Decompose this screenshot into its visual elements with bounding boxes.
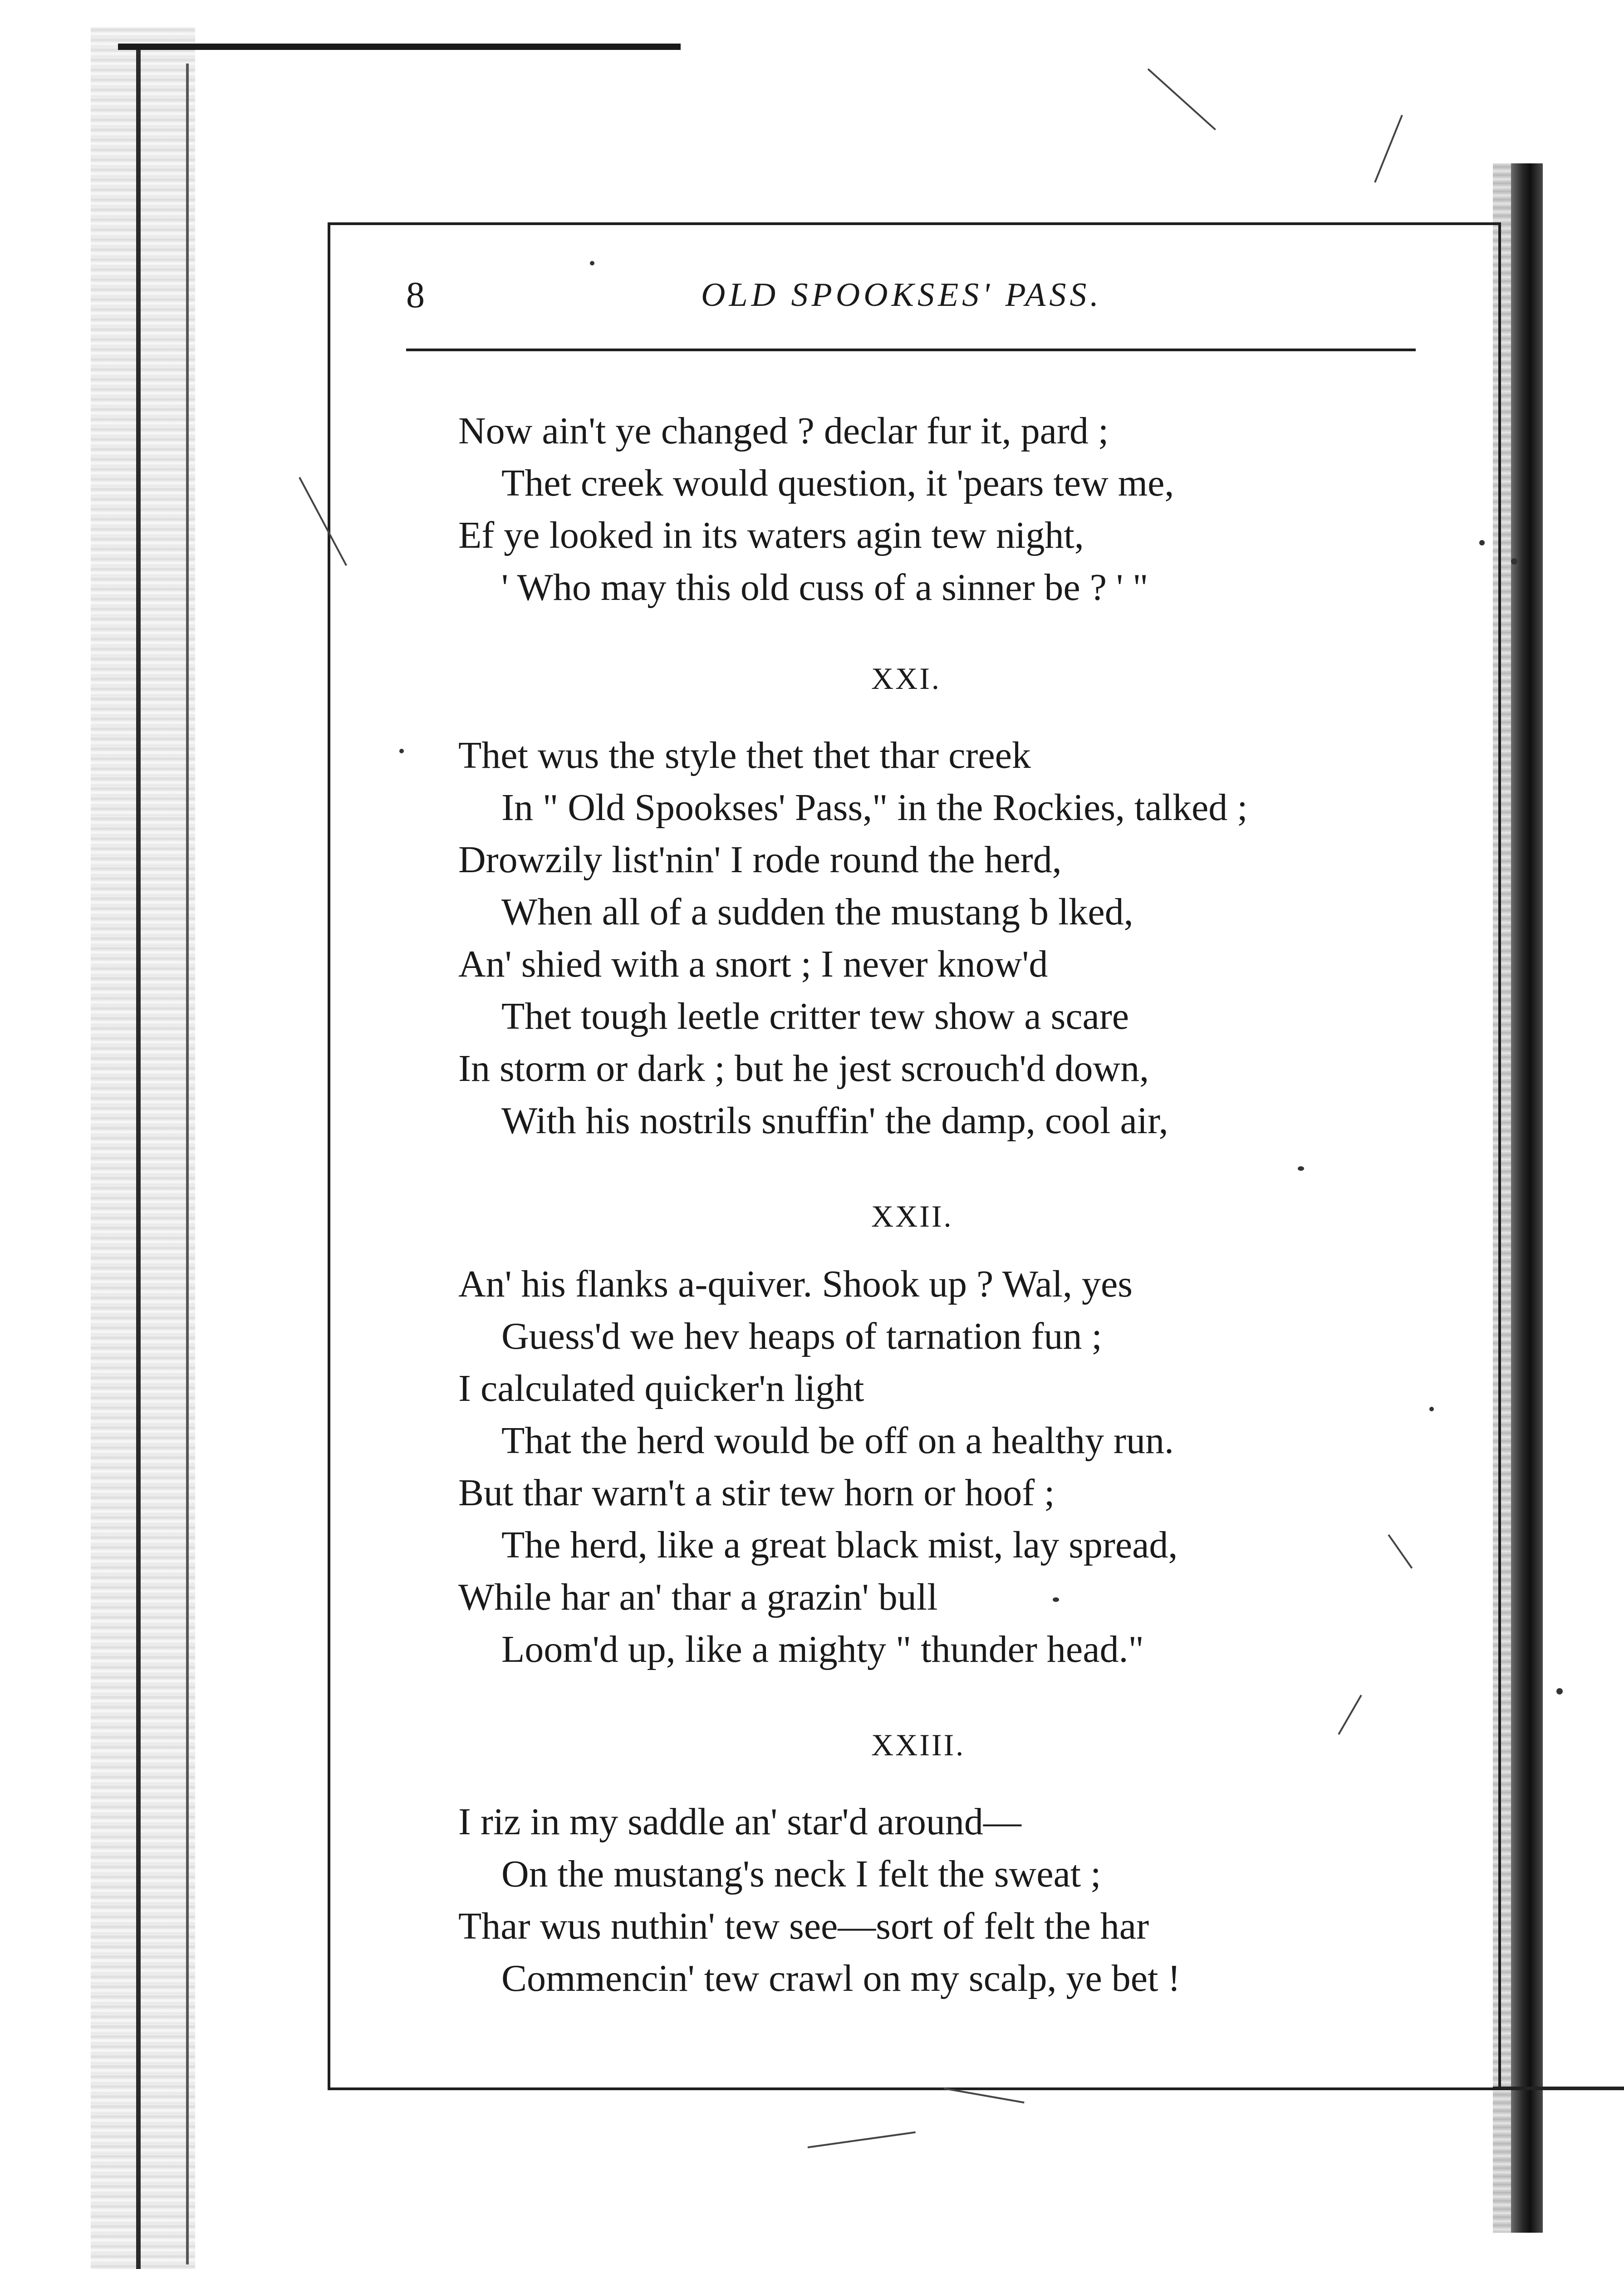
running-title: OLD SPOOKSES' PASS. bbox=[701, 276, 1102, 314]
verse-line: That the herd would be off on a healthy run. bbox=[501, 1419, 1174, 1462]
verse-line: Loom'd up, like a mighty " thunder head." bbox=[501, 1628, 1144, 1670]
stanza-heading: XXII. bbox=[871, 1199, 953, 1233]
scan-speck bbox=[1511, 558, 1517, 565]
verse-line: I riz in my saddle an' star'd around— bbox=[458, 1801, 1021, 1843]
verse-line: Thar wus nuthin' tew see—sort of felt the har bbox=[458, 1905, 1149, 1947]
verse-line: On the mustang's neck I felt the sweat ; bbox=[501, 1853, 1101, 1895]
scan-speck bbox=[1053, 1597, 1059, 1602]
verse-line: But thar warn't a stir tew horn or hoof ; bbox=[458, 1472, 1055, 1514]
scan-scratch bbox=[1148, 69, 1216, 131]
header-rule bbox=[406, 349, 1416, 351]
scan-scratch bbox=[1374, 115, 1403, 183]
scan-speck bbox=[399, 749, 404, 753]
page-number: 8 bbox=[406, 274, 425, 315]
verse-line: An' shied with a snort ; I never know'd bbox=[458, 943, 1048, 985]
page-header bbox=[406, 268, 1418, 322]
verse-line: Thet creek would question, it 'pears tew me, bbox=[501, 462, 1174, 504]
verse-line: While har an' thar a grazin' bull bbox=[458, 1576, 938, 1618]
verse-line: Thet tough leetle critter tew show a scare bbox=[501, 995, 1129, 1037]
scan-speck bbox=[590, 261, 594, 265]
scan-binding-line bbox=[136, 45, 141, 2269]
scan-speck bbox=[1556, 1688, 1563, 1694]
verse-line: The herd, like a great black mist, lay spread, bbox=[501, 1524, 1178, 1566]
scan-speck bbox=[1479, 540, 1485, 545]
scan-binding-line-inner bbox=[186, 64, 189, 2264]
scan-scratch bbox=[808, 2131, 916, 2148]
scan-bottom-mark bbox=[1493, 2087, 1624, 2090]
verse-line: In " Old Spookses' Pass," in the Rockies, talked ; bbox=[501, 786, 1248, 829]
verse-line: Now ain't ye changed ? declar fur it, pard ; bbox=[458, 410, 1109, 452]
verse-line: ' Who may this old cuss of a sinner be ? ' " bbox=[501, 566, 1148, 609]
stanza-heading: XXIII. bbox=[871, 1728, 966, 1762]
scan-speck bbox=[1298, 1166, 1304, 1171]
verse-line: Ef ye looked in its waters agin tew night, bbox=[458, 514, 1084, 556]
verse-line: With his nostrils snuffin' the damp, cool air, bbox=[501, 1100, 1168, 1142]
verse-line: An' his flanks a-quiver. Shook up ? Wal, yes bbox=[458, 1263, 1133, 1305]
scan-top-mark bbox=[118, 44, 681, 50]
scan-speck bbox=[1429, 1407, 1434, 1411]
verse-line: I calculated quicker'n light bbox=[458, 1367, 864, 1410]
scan-edge-left bbox=[91, 27, 195, 2269]
verse-line: In storm or dark ; but he jest scrouch'd down, bbox=[458, 1047, 1149, 1090]
verse-line: Drowzily list'nin' I rode round the herd, bbox=[458, 839, 1062, 881]
stanza-heading: XXI. bbox=[871, 661, 941, 696]
verse-line: Guess'd we hev heaps of tarnation fun ; bbox=[501, 1315, 1102, 1357]
verse-line: Commencin' tew crawl on my scalp, ye bet ! bbox=[501, 1957, 1181, 1999]
verse-line: When all of a sudden the mustang b lked, bbox=[501, 891, 1133, 933]
verse-line: Thet wus the style thet thet thar creek bbox=[458, 734, 1031, 776]
scan-edge-right bbox=[1511, 163, 1543, 2233]
